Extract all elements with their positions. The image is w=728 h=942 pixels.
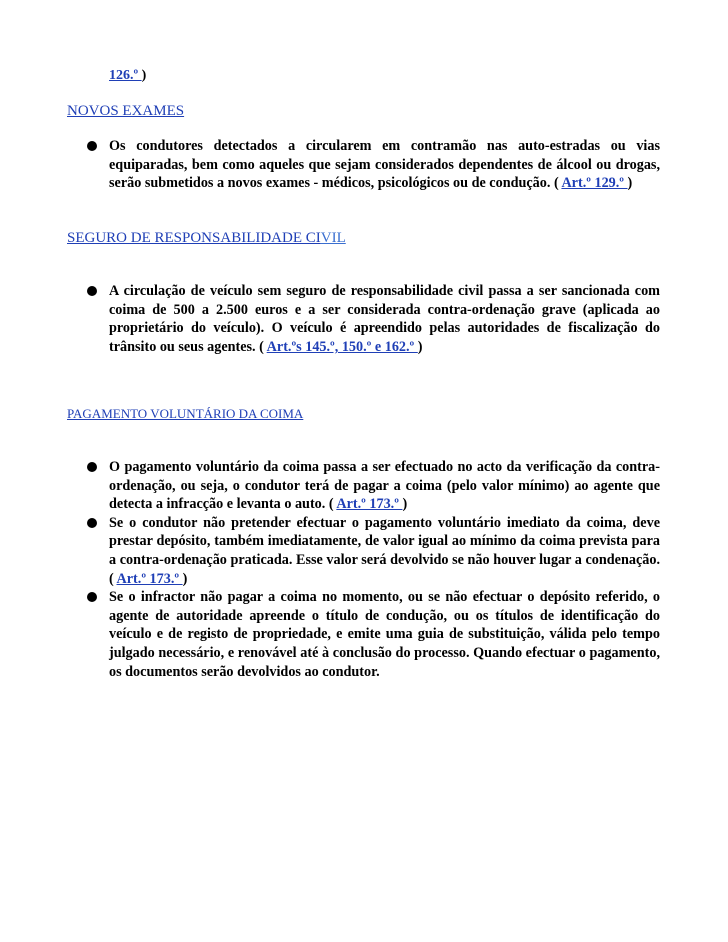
bullet-icon [87, 141, 97, 151]
article-link[interactable]: 126.º [109, 68, 142, 83]
article-link[interactable]: Art.º 173.º [116, 570, 183, 587]
bullet-icon [87, 286, 97, 296]
list-item: Se o condutor não pretender efectuar o pagamento voluntário imediato da coima, deve prestar depósito, também imediatamente, de valor igual ao mínimo da coima prevista para a contra-ordenação praticada. Esse valor será devolvido se não houver lugar a condenação. ( Art.º 173.º ) [87, 514, 660, 588]
list-item: Os condutores detectados a circularem em contramão nas auto-estradas ou vias equiparadas, bem como aqueles que sejam considerados dependentes de álcool ou drogas, serão submetidos a novos exames - médicos, psicológicos ou de condução. ( Art.º 129.º ) [87, 137, 660, 193]
bullet-icon [87, 592, 97, 602]
list-item: O pagamento voluntário da coima passa a ser efectuado no acto da verificação da contra-ordenação, ou seja, o condutor terá de pagar a coima (pelo valor mínimo) ao agente que detecta a infracção e levanta o auto. ( Art.º 173.º ) [87, 458, 660, 514]
bullet-list [87, 137, 660, 193]
top-reference: 126.º ) [109, 68, 147, 83]
list-item: Se o infractor não pagar a coima no momento, ou se não efectuar o depósito referido, o agente de autoridade apreende o título de condução, ou os títulos de identificação do veículo e de registo de propriedade, e emite uma guia de substituição, válida pelo tempo julgado necessário, e renovável até à conclusão do processo. Quando efectuar o pagamento, os documentos serão devolvidos ao condutor. [87, 588, 660, 681]
section-heading-pagamento: PAGAMENTO VOLUNTÁRIO DA COIMA [67, 406, 304, 421]
article-link[interactable]: Art.ºs 145.º, 150.º e 162.º [266, 338, 418, 355]
section-heading-novos-exames: NOVOS EXAMES [67, 103, 185, 119]
article-link[interactable]: Art.º 173.º [336, 496, 403, 513]
bullet-icon [87, 518, 97, 528]
bullet-icon [87, 462, 97, 472]
article-link[interactable]: Art.º 129.º [561, 175, 628, 192]
section-heading-seguro: SEGURO DE RESPONSABILIDADE CIVIL [67, 230, 346, 246]
bullet-list [87, 458, 660, 681]
bullet-list [87, 282, 660, 356]
list-item: A circulação de veículo sem seguro de responsabilidade civil passa a ser sancionada com coima de 500 a 2.500 euros e a ser considerada contra-ordenação grave (aplicada ao proprietário do veículo). O veículo é apreendido pelas autoridades de fiscalização do trânsito ou seus agentes. ( Art.ºs 145.º, 150.º e 162.º ) [87, 282, 660, 356]
